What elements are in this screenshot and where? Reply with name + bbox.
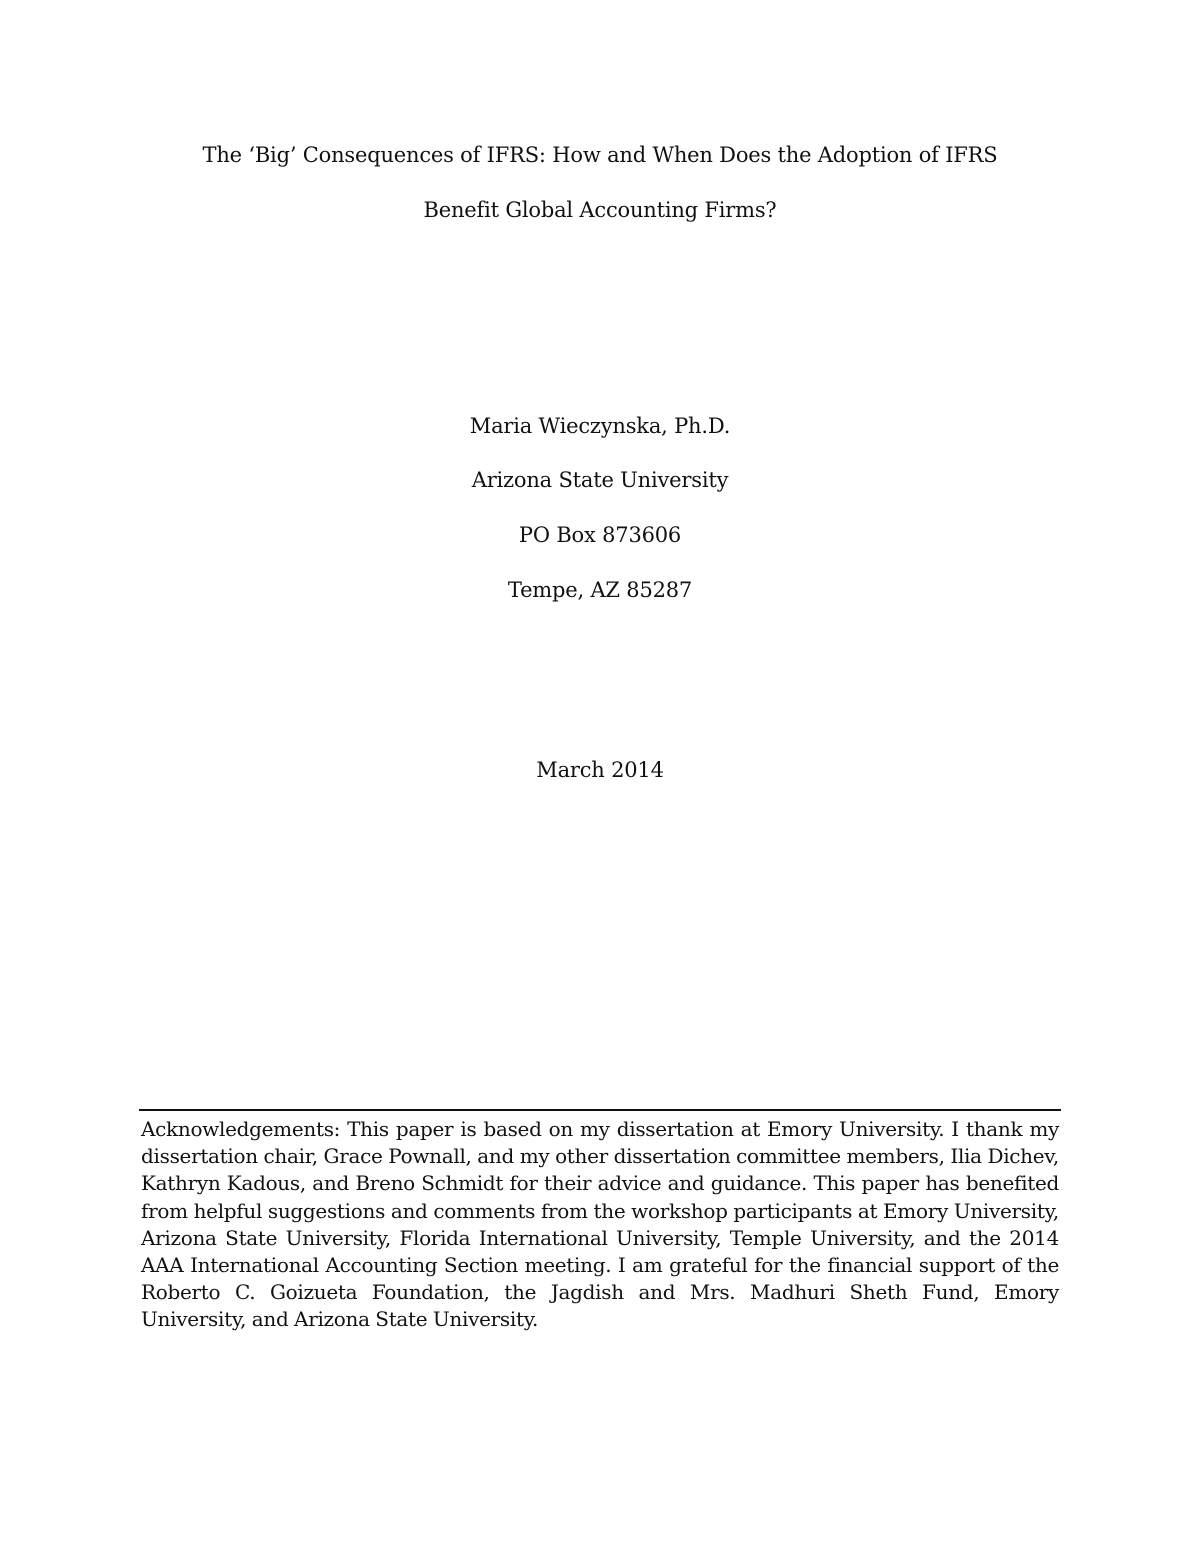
footnote-divider bbox=[139, 1109, 1061, 1111]
paper-title-line-1: The ‘Big’ Consequences of IFRS: How and When Does the Adoption of IFRS bbox=[202, 143, 998, 167]
acknowledgements-footnote: Acknowledgements: This paper is based on my dissertation at Emory University. I thank my dissertation chair, Grace Pownall, and my other dissertation committee members, Ilia Dichev, Kathryn Kadous, and Breno Schmidt for their advice and guidance. This paper has benefited from helpful suggestions and comments from the workshop participants at Emory University, Arizona State University, Florida International University, Temple University, and the 2014 AAA International Accounting Section meeting. I am grateful for the financial support of the Roberto C. Goizueta Foundation, the Jagdish and Mrs. Madhuri Sheth Fund, Emory University, and Arizona State University. bbox=[141, 1117, 1059, 1332]
author-city: Tempe, AZ 85287 bbox=[507, 578, 693, 602]
author-affiliation: Arizona State University bbox=[471, 468, 729, 492]
paper-title-line-2: Benefit Global Accounting Firms? bbox=[423, 198, 777, 222]
author-name: Maria Wieczynska, Ph.D. bbox=[469, 414, 731, 438]
author-po-box: PO Box 873606 bbox=[518, 523, 682, 547]
paper-date: March 2014 bbox=[536, 758, 664, 782]
